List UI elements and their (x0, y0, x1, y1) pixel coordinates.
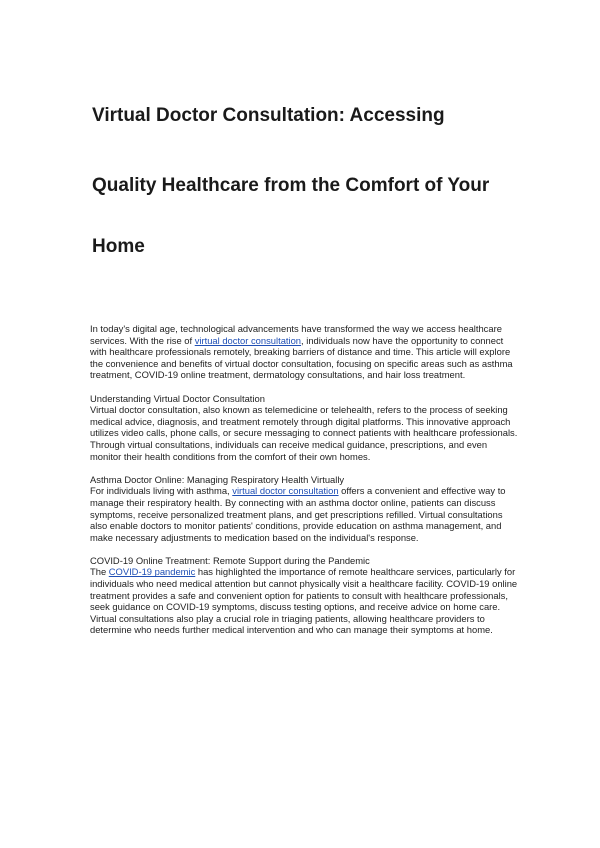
article-body (90, 323, 520, 648)
section-heading-asthma: Asthma Doctor Online: Managing Respiratory Health Virtually (90, 473, 345, 485)
intro-text-after: , individuals now have the opportunity to connect with healthcare professionals remotely, breaking barriers of distance and time. This article will explore the convenience and benefits of virtual doctor consultation, focusing on specific areas such as asthma treatment, COVID-19 online treatment, dermatology consultations, and hair loss treatment. (90, 334, 513, 381)
asthma-text-after: offers a convenient and effective way to manage their respiratory health. By connecting with an asthma doctor online, patients can discuss symptoms, receive personalized treatment plans, and get prescriptions refilled. Virtual consultations also enable doctors to monitor patients' conditions, provide education on asthma management, and make necessary adjustments to medication based on the individual's response. (90, 485, 506, 543)
asthma-text-before: For individuals living with asthma, (90, 485, 233, 497)
section-heading-covid: COVID-19 Online Treatment: Remote Support during the Pandemic (90, 554, 370, 566)
covid-19-pandemic-link[interactable]: COVID-19 pandemic (108, 566, 196, 578)
intro-text-before: In today's digital age, technological advancements have transformed the way we access healthcare services. With the rise of (90, 323, 502, 346)
intro-paragraph (90, 323, 520, 381)
page-title-line-3: Home (92, 236, 145, 257)
covid-text-after: has highlighted the importance of remote healthcare services, particularly for individuals who need medical attention but cannot physically visit a healthcare facility. COVID-19 online treatment provides a safe and convenient option for patients to consult with healthcare professionals, seek guidance on COVID-19 symptoms, discuss testing options, and receive advice on home care. Virtual consultations also play a crucial role in triaging patients, allowing healthcare providers to determine who needs further medical intervention and who can manage their symptoms at home. (90, 566, 518, 636)
page-title-line-2: Quality Healthcare from the Comfort of Your (92, 175, 490, 196)
covid-text-before: The (90, 566, 109, 578)
section-heading-understanding: Understanding Virtual Doctor Consultation (90, 392, 265, 404)
section-asthma (90, 474, 520, 544)
virtual-doctor-consultation-link[interactable]: virtual doctor consultation (194, 334, 302, 346)
section-body-understanding: Virtual doctor consultation, also known as telemedicine or telehealth, refers to the process of seeking medical advice, diagnosis, and treatment remotely through digital platforms. This innovative approach utilizes video calls, phone calls, or secure messaging to connect patients with healthcare professionals. Through virtual consultations, individuals can receive medical guidance, prescriptions, and even monitor their health conditions from the comfort of their own homes. (90, 404, 518, 462)
asthma-virtual-doctor-consultation-link[interactable]: virtual doctor consultation (232, 485, 339, 497)
section-understanding (90, 393, 520, 463)
page-title-line-1: Virtual Doctor Consultation: Accessing (92, 105, 445, 126)
section-covid (90, 555, 520, 636)
